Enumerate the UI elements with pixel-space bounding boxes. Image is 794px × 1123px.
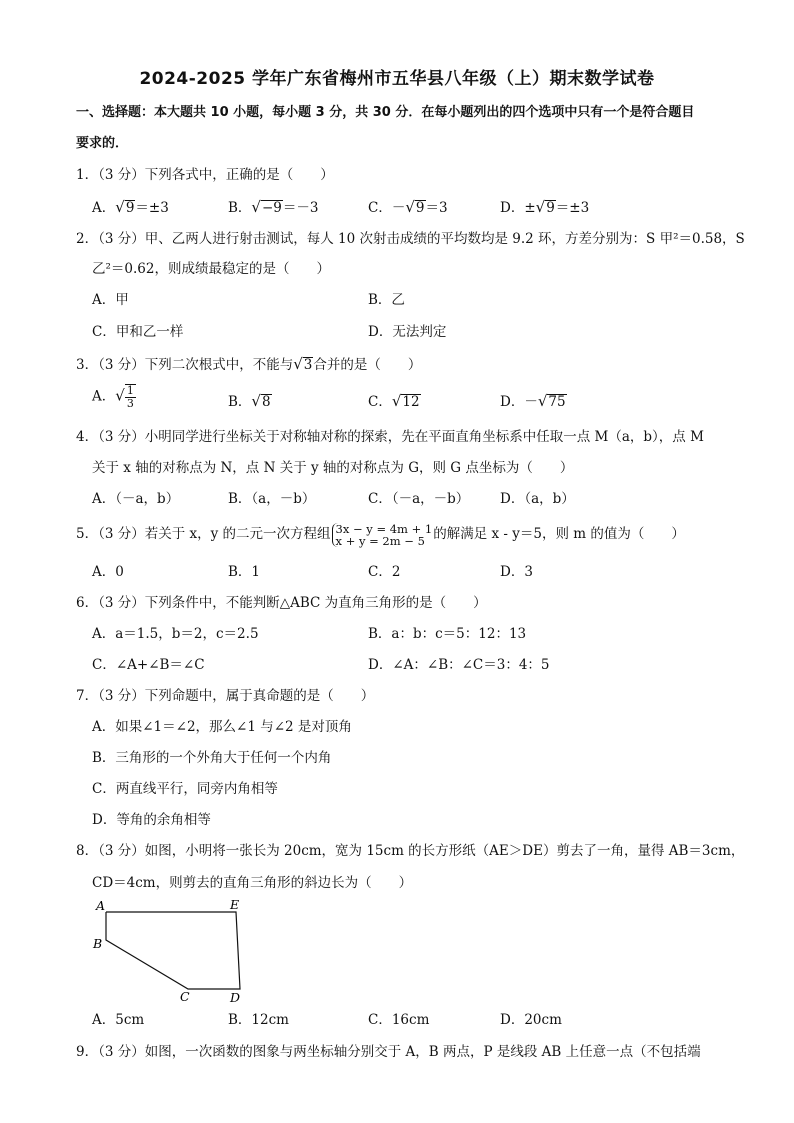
q5-equation-system: 3x − y = 4m + 1 x + y = 2m − 5 xyxy=(332,523,433,547)
q8-stem-line1: 8．（3 分）如图，小明将一张长为 20cm，宽为 15cm 的长方形纸（AE＞DE）剪去了一角，量得 AB＝3cm， xyxy=(76,843,745,859)
q6-option-b: B．a：b：c＝5：12：13 xyxy=(368,626,527,642)
q2-stem-line1: 2．（3 分）甲、乙两人进行射击测试，每人 10 次射击成绩的平均数均是 9.2 环，方差分别为：S 甲²＝0.58，S xyxy=(76,231,745,247)
q8-figure xyxy=(88,897,268,1007)
q3-option-c: C．√12 xyxy=(368,392,420,410)
q8-option-b: B．12cm xyxy=(228,1012,289,1028)
q1-option-b: B．√−9＝－3 xyxy=(228,198,319,216)
q8-option-d: D．20cm xyxy=(500,1012,562,1028)
q9-stem-line1: 9．（3 分）如图，一次函数的图象与两坐标轴分别交于 A，B 两点，P 是线段 AB 上任意一点（不包括端 xyxy=(76,1044,701,1060)
figure-label-c: C xyxy=(180,989,190,1004)
figure-label-b: B xyxy=(93,936,103,951)
q8-stem-line2: CD＝4cm，则剪去的直角三角形的斜边长为（ ） xyxy=(92,875,413,891)
q4-option-c: C．（－a，－b） xyxy=(368,491,470,507)
q7-option-b: B．三角形的一个外角大于任何一个内角 xyxy=(92,750,332,766)
q2-option-b: B．乙 xyxy=(368,292,405,308)
q3-stem: 3．（3 分）下列二次根式中，不能与√3合并的是（ ） xyxy=(76,355,422,373)
q7-stem: 7．（3 分）下列命题中，属于真命题的是（ ） xyxy=(76,688,375,704)
q4-option-d: D．（a，b） xyxy=(500,491,575,507)
q4-stem-line1: 4．（3 分）小明同学进行坐标关于对称轴对称的探索，先在平面直角坐标系中任取一点 M（a，b），点 M xyxy=(76,429,704,445)
q6-stem: 6．（3 分）下列条件中，不能判断△ABC 为直角三角形的是（ ） xyxy=(76,595,487,611)
q5-option-c: C．2 xyxy=(368,564,401,580)
q2-option-d: D．无法判定 xyxy=(368,324,447,340)
q4-stem-line2: 关于 x 轴的对称点为 N，点 N 关于 y 轴的对称点为 G，则 G 点坐标为（ ） xyxy=(92,460,574,476)
q7-option-d: D．等角的余角相等 xyxy=(92,812,211,828)
q3-option-a: A．√ $\frac{1}{3}$ xyxy=(92,384,134,410)
q3-option-d: D．－√75 xyxy=(500,392,566,410)
q7-option-a: A．如果∠1＝∠2，那么∠1 与∠2 是对顶角 xyxy=(92,719,352,735)
q7-option-c: C．两直线平行，同旁内角相等 xyxy=(92,781,278,797)
q5-option-d: D．3 xyxy=(500,564,533,580)
q5-option-b: B．1 xyxy=(228,564,261,580)
q5-option-a: A．0 xyxy=(92,564,124,580)
page-title: 2024-2025 学年广东省梅州市五华县八年级（上）期末数学试卷 xyxy=(139,69,655,89)
q1-option-a: A．√9＝±3 xyxy=(92,198,169,216)
q1-option-d: D．±√9＝±3 xyxy=(500,198,590,216)
q4-option-b: B．（a，－b） xyxy=(228,491,316,507)
figure-label-e: E xyxy=(230,897,240,912)
q2-option-c: C．甲和乙一样 xyxy=(92,324,184,340)
q5-stem: 5．（3 分）若关于 x，y 的二元一次方程组 3x − y = 4m + 1 x + y = 2m − 5 的解满足 x - y＝5，则 m 的值为（ ） xyxy=(76,521,685,548)
q6-option-d: D．∠A：∠B：∠C＝3：4：5 xyxy=(368,657,550,673)
q1-stem: 1．（3 分）下列各式中，正确的是（ ） xyxy=(76,167,334,183)
q8-option-c: C．16cm xyxy=(368,1012,430,1028)
section-heading-line2: 要求的． xyxy=(76,136,129,151)
figure-label-a: A xyxy=(96,898,106,913)
q8-option-a: A．5cm xyxy=(92,1012,145,1028)
section-heading-line1: 一、选择题：本大题共 10 小题，每小题 3 分，共 30 分．在每小题列出的四个选项中只有一个是符合题目 xyxy=(76,105,695,120)
figure-label-d: D xyxy=(230,990,241,1005)
q1-option-c: C．－√9＝3 xyxy=(368,198,448,216)
q6-option-a: A．a＝1.5，b＝2，c＝2.5 xyxy=(92,626,259,642)
q4-option-a: A．（－a，b） xyxy=(92,491,180,507)
q2-option-a: A．甲 xyxy=(92,292,129,308)
q6-option-c: C．∠A+∠B＝∠C xyxy=(92,657,205,673)
q3-option-b: B．√8 xyxy=(228,392,271,410)
q2-stem-line2: 乙²＝0.62，则成绩最稳定的是（ ） xyxy=(92,261,330,277)
